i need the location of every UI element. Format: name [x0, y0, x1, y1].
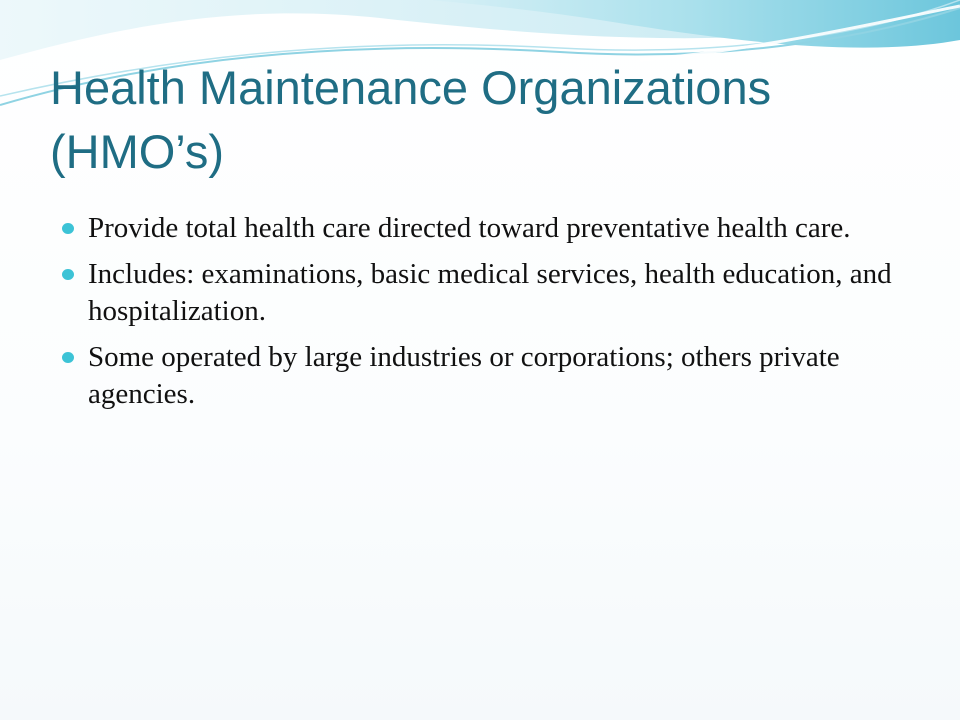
bullet-marker-icon — [62, 352, 74, 363]
bullet-list — [62, 210, 907, 422]
slide-title: Health Maintenance Organizations (HMO’s) — [50, 61, 772, 178]
bullet-item — [62, 210, 907, 247]
bullet-item — [62, 339, 907, 413]
bullet-marker-icon — [62, 269, 74, 280]
bullet-text: Some operated by large industries or corporations; others private agencies. — [88, 341, 840, 410]
bullet-item — [62, 256, 907, 330]
bullet-text: Includes: examinations, basic medical services, health education, and hospitalization. — [88, 258, 892, 327]
bullet-marker-icon — [62, 223, 74, 234]
bullet-text: Provide total health care directed toward preventative health care. — [88, 212, 851, 244]
